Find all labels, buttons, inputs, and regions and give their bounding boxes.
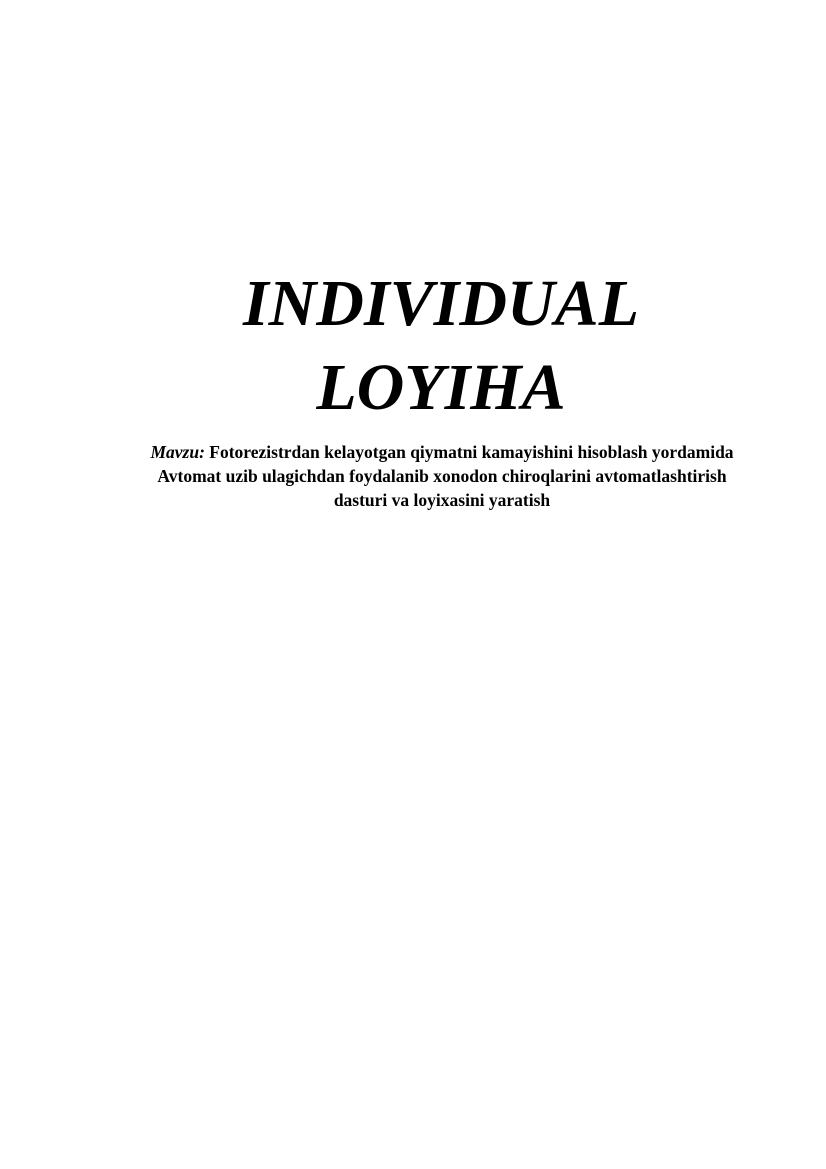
- topic-line-3: dasturi va loyixasini yaratish: [333, 490, 551, 510]
- page-title: [0, 262, 826, 430]
- topic-label: Mavzu:: [150, 442, 205, 462]
- topic-text-1: Fotorezistrdan kelayotgan qiymatni kamayishini hisoblash yordamida: [209, 442, 734, 462]
- topic-line-1: [112, 440, 772, 464]
- topic-line-2: Avtomat uzib ulagichdan foydalanib xonodon chiroqlarini avtomatlashtirish: [157, 466, 727, 486]
- topic-block: [112, 440, 772, 512]
- title-line-2: LOYIHA: [316, 351, 566, 424]
- title-line-1: INDIVIDUAL: [242, 267, 640, 340]
